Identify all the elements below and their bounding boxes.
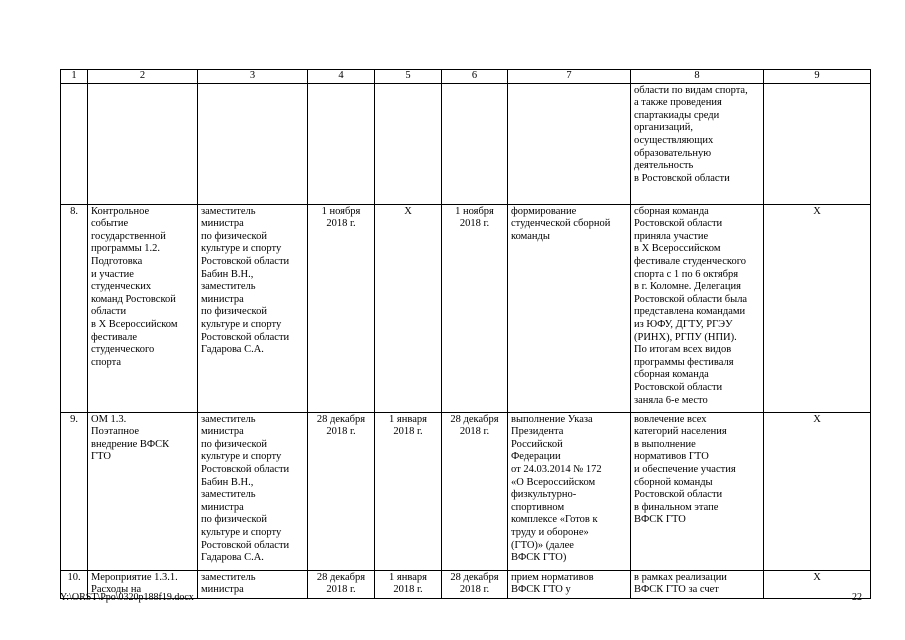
column-number: 9 — [764, 70, 871, 84]
event-name-cell: Контрольное событие государственной программы 1.2. Подготовка и участие студенческих команд Ростовской области в Х Всероссийском фестивале студенческого спорта — [88, 204, 198, 412]
responsible-cell: заместитель министра по физической культуре и спорту Ростовской области Бабин В.Н., заместитель министра по физической культуре и спорту Ростовской области Гадарова С.А. — [198, 204, 308, 412]
responsible-cell: заместитель министра — [198, 570, 308, 598]
column-number-row — [61, 70, 871, 84]
expected-result-cell: формирование студенческой сборной команды — [508, 204, 631, 412]
date-cell — [442, 83, 508, 204]
date-cell — [308, 83, 375, 204]
column-number: 5 — [375, 70, 442, 84]
date-cell: 1 января 2018 г. — [375, 570, 442, 598]
table-row — [61, 412, 871, 570]
main-table — [60, 69, 871, 599]
date-cell: 28 декабря 2018 г. — [308, 412, 375, 570]
event-name-cell: ОМ 1.3. Поэтапное внедрение ВФСК ГТО — [88, 412, 198, 570]
column-number: 1 — [61, 70, 88, 84]
column-number: 6 — [442, 70, 508, 84]
note-cell: Х — [764, 204, 871, 412]
file-path: Y:\ORST\Ppo\0320p188f19.docx — [60, 592, 194, 603]
table-row — [61, 204, 871, 412]
note-cell: Х — [764, 412, 871, 570]
table-row — [61, 83, 871, 204]
actual-result-cell: области по видам спорта, а также проведения спартакиады среди организаций, осуществляющих образовательную деятельность в Ростовской области — [631, 83, 764, 204]
column-number: 8 — [631, 70, 764, 84]
date-cell: 28 декабря 2018 г. — [308, 570, 375, 598]
event-name-cell — [88, 83, 198, 204]
column-number: 3 — [198, 70, 308, 84]
row-number: 10. — [61, 570, 88, 598]
date-cell — [375, 83, 442, 204]
date-cell: 1 января 2018 г. — [375, 412, 442, 570]
page-number: 22 — [852, 592, 862, 603]
note-cell — [764, 83, 871, 204]
responsible-cell: заместитель министра по физической культуре и спорту Ростовской области Бабин В.Н., заместитель министра по физической культуре и спорту Ростовской области Гадарова С.А. — [198, 412, 308, 570]
actual-result-cell: вовлечение всех категорий населения в выполнение нормативов ГТО и обеспечение участия сборной команды Ростовской области в финальном этапе ВФСК ГТО — [631, 412, 764, 570]
date-cell: 28 декабря 2018 г. — [442, 570, 508, 598]
actual-result-cell: сборная команда Ростовской области приняла участие в Х Всероссийском фестивале студенческого спорта с 1 по 6 октября в г. Коломне. Делегация Ростовской области была представлена командами из ЮФУ, ДГТУ, РГЭУ (РИНХ), РГПУ (НПИ). По итогам всех видов программы фестиваля сборная команда Ростовской области заняла 6-е место — [631, 204, 764, 412]
note-cell: Х — [764, 570, 871, 598]
expected-result-cell: прием нормативов ВФСК ГТО у — [508, 570, 631, 598]
row-number — [61, 83, 88, 204]
expected-result-cell: выполнение Указа Президента Российской Федерации от 24.03.2014 № 172 «О Всероссийском физкультурно- спортивном комплексе «Готов к труду и обороне» (ГТО)» (далее ВФСК ГТО) — [508, 412, 631, 570]
actual-result-cell: в рамках реализации ВФСК ГТО за счет — [631, 570, 764, 598]
date-cell: 1 ноября 2018 г. — [308, 204, 375, 412]
column-number: 2 — [88, 70, 198, 84]
date-cell: 1 ноября 2018 г. — [442, 204, 508, 412]
column-number: 4 — [308, 70, 375, 84]
row-number: 8. — [61, 204, 88, 412]
expected-result-cell — [508, 83, 631, 204]
event-name-cell: Мероприятие 1.3.1. Расходы на — [88, 570, 198, 598]
date-cell: 28 декабря 2018 г. — [442, 412, 508, 570]
responsible-cell — [198, 83, 308, 204]
date-cell: Х — [375, 204, 442, 412]
column-number: 7 — [508, 70, 631, 84]
row-number: 9. — [61, 412, 88, 570]
